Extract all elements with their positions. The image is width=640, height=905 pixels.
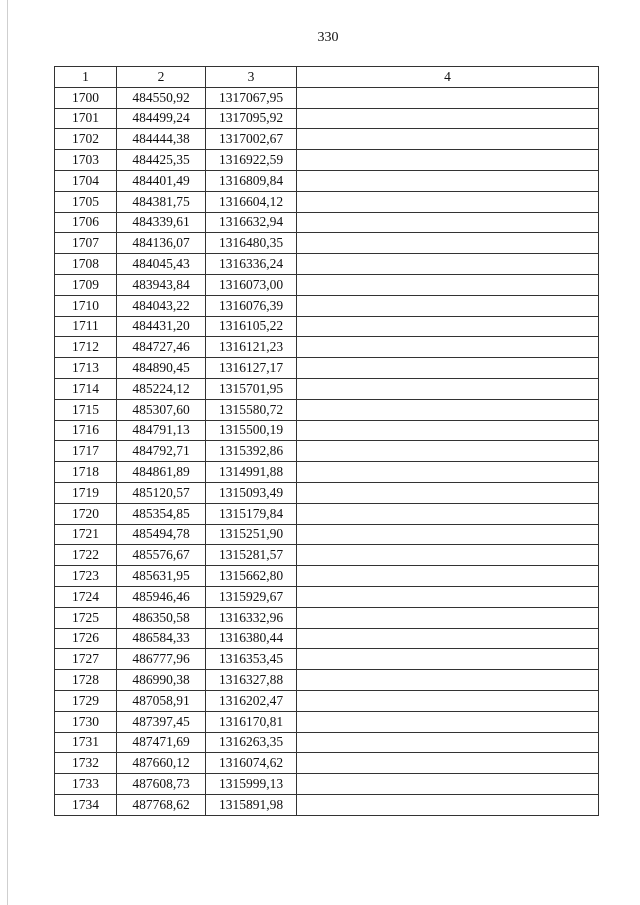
table-header-row xyxy=(55,67,599,88)
x-coordinate-cell: 484444,38 xyxy=(117,129,206,150)
table-row xyxy=(55,628,599,649)
note-cell xyxy=(297,108,599,129)
note-cell xyxy=(297,774,599,795)
x-coordinate-cell: 487471,69 xyxy=(117,732,206,753)
y-coordinate-cell: 1316380,44 xyxy=(206,628,297,649)
x-coordinate-cell: 486777,96 xyxy=(117,649,206,670)
table-row xyxy=(55,690,599,711)
y-coordinate-cell: 1316480,35 xyxy=(206,233,297,254)
note-cell xyxy=(297,711,599,732)
note-cell xyxy=(297,649,599,670)
table-row xyxy=(55,794,599,815)
note-cell xyxy=(297,170,599,191)
note-cell xyxy=(297,358,599,379)
y-coordinate-cell: 1316202,47 xyxy=(206,690,297,711)
point-number-cell: 1709 xyxy=(55,274,117,295)
x-coordinate-cell: 487397,45 xyxy=(117,711,206,732)
note-cell xyxy=(297,129,599,150)
x-coordinate-cell: 484043,22 xyxy=(117,295,206,316)
note-cell xyxy=(297,482,599,503)
table-row xyxy=(55,545,599,566)
y-coordinate-cell: 1316170,81 xyxy=(206,711,297,732)
note-cell xyxy=(297,524,599,545)
x-coordinate-cell: 484045,43 xyxy=(117,254,206,275)
table-row xyxy=(55,774,599,795)
point-number-cell: 1729 xyxy=(55,690,117,711)
y-coordinate-cell: 1316076,39 xyxy=(206,295,297,316)
point-number-cell: 1727 xyxy=(55,649,117,670)
note-cell xyxy=(297,607,599,628)
y-coordinate-cell: 1316332,96 xyxy=(206,607,297,628)
table-row xyxy=(55,753,599,774)
y-coordinate-cell: 1315093,49 xyxy=(206,482,297,503)
table-row xyxy=(55,212,599,233)
point-number-cell: 1720 xyxy=(55,503,117,524)
point-number-cell: 1723 xyxy=(55,566,117,587)
table-row xyxy=(55,399,599,420)
note-cell xyxy=(297,191,599,212)
point-number-cell: 1705 xyxy=(55,191,117,212)
note-cell xyxy=(297,690,599,711)
table-body xyxy=(55,87,599,815)
note-cell xyxy=(297,87,599,108)
y-coordinate-cell: 1316336,24 xyxy=(206,254,297,275)
y-coordinate-cell: 1316604,12 xyxy=(206,191,297,212)
y-coordinate-cell: 1316263,35 xyxy=(206,732,297,753)
note-cell xyxy=(297,794,599,815)
note-cell xyxy=(297,212,599,233)
point-number-cell: 1713 xyxy=(55,358,117,379)
x-coordinate-cell: 485946,46 xyxy=(117,586,206,607)
x-coordinate-cell: 484381,75 xyxy=(117,191,206,212)
point-number-cell: 1710 xyxy=(55,295,117,316)
table-row xyxy=(55,649,599,670)
x-coordinate-cell: 485307,60 xyxy=(117,399,206,420)
point-number-cell: 1700 xyxy=(55,87,117,108)
x-coordinate-cell: 486350,58 xyxy=(117,607,206,628)
table-row xyxy=(55,274,599,295)
note-cell xyxy=(297,545,599,566)
point-number-cell: 1724 xyxy=(55,586,117,607)
y-coordinate-cell: 1316127,17 xyxy=(206,358,297,379)
point-number-cell: 1715 xyxy=(55,399,117,420)
x-coordinate-cell: 484431,20 xyxy=(117,316,206,337)
point-number-cell: 1722 xyxy=(55,545,117,566)
x-coordinate-cell: 485494,78 xyxy=(117,524,206,545)
note-cell xyxy=(297,399,599,420)
point-number-cell: 1731 xyxy=(55,732,117,753)
y-coordinate-cell: 1315662,80 xyxy=(206,566,297,587)
y-coordinate-cell: 1315891,98 xyxy=(206,794,297,815)
table-row xyxy=(55,233,599,254)
point-number-cell: 1703 xyxy=(55,150,117,171)
point-number-cell: 1707 xyxy=(55,233,117,254)
y-coordinate-cell: 1316121,23 xyxy=(206,337,297,358)
table-row xyxy=(55,170,599,191)
point-number-cell: 1717 xyxy=(55,441,117,462)
y-coordinate-cell: 1316073,00 xyxy=(206,274,297,295)
x-coordinate-cell: 484425,35 xyxy=(117,150,206,171)
table-row xyxy=(55,670,599,691)
table-row xyxy=(55,566,599,587)
note-cell xyxy=(297,586,599,607)
y-coordinate-cell: 1315281,57 xyxy=(206,545,297,566)
point-number-cell: 1733 xyxy=(55,774,117,795)
coordinates-table xyxy=(54,66,599,816)
y-coordinate-cell: 1316353,45 xyxy=(206,649,297,670)
y-coordinate-cell: 1315999,13 xyxy=(206,774,297,795)
point-number-cell: 1728 xyxy=(55,670,117,691)
table-row xyxy=(55,108,599,129)
table-row xyxy=(55,316,599,337)
point-number-cell: 1719 xyxy=(55,482,117,503)
point-number-cell: 1732 xyxy=(55,753,117,774)
point-number-cell: 1714 xyxy=(55,378,117,399)
x-coordinate-cell: 485224,12 xyxy=(117,378,206,399)
point-number-cell: 1721 xyxy=(55,524,117,545)
x-coordinate-cell: 486584,33 xyxy=(117,628,206,649)
y-coordinate-cell: 1315500,19 xyxy=(206,420,297,441)
point-number-cell: 1712 xyxy=(55,337,117,358)
note-cell xyxy=(297,254,599,275)
note-cell xyxy=(297,420,599,441)
note-cell xyxy=(297,462,599,483)
x-coordinate-cell: 485354,85 xyxy=(117,503,206,524)
y-coordinate-cell: 1314991,88 xyxy=(206,462,297,483)
table-row xyxy=(55,524,599,545)
x-coordinate-cell: 484550,92 xyxy=(117,87,206,108)
table-row xyxy=(55,607,599,628)
point-number-cell: 1701 xyxy=(55,108,117,129)
x-coordinate-cell: 485631,95 xyxy=(117,566,206,587)
x-coordinate-cell: 484861,89 xyxy=(117,462,206,483)
y-coordinate-cell: 1316632,94 xyxy=(206,212,297,233)
note-cell xyxy=(297,670,599,691)
note-cell xyxy=(297,233,599,254)
x-coordinate-cell: 485120,57 xyxy=(117,482,206,503)
table-row xyxy=(55,337,599,358)
y-coordinate-cell: 1315392,86 xyxy=(206,441,297,462)
y-coordinate-cell: 1315179,84 xyxy=(206,503,297,524)
note-cell xyxy=(297,566,599,587)
x-coordinate-cell: 487058,91 xyxy=(117,690,206,711)
table-row xyxy=(55,378,599,399)
table-row xyxy=(55,420,599,441)
y-coordinate-cell: 1317095,92 xyxy=(206,108,297,129)
note-cell xyxy=(297,316,599,337)
column-header-2: 2 xyxy=(117,67,206,88)
table-row xyxy=(55,150,599,171)
point-number-cell: 1716 xyxy=(55,420,117,441)
column-header-1: 1 xyxy=(55,67,117,88)
point-number-cell: 1734 xyxy=(55,794,117,815)
column-header-3: 3 xyxy=(206,67,297,88)
x-coordinate-cell: 487768,62 xyxy=(117,794,206,815)
y-coordinate-cell: 1316922,59 xyxy=(206,150,297,171)
point-number-cell: 1702 xyxy=(55,129,117,150)
table-row xyxy=(55,503,599,524)
note-cell xyxy=(297,295,599,316)
table-row xyxy=(55,87,599,108)
x-coordinate-cell: 487660,12 xyxy=(117,753,206,774)
note-cell xyxy=(297,441,599,462)
y-coordinate-cell: 1316809,84 xyxy=(206,170,297,191)
y-coordinate-cell: 1316327,88 xyxy=(206,670,297,691)
note-cell xyxy=(297,503,599,524)
x-coordinate-cell: 484339,61 xyxy=(117,212,206,233)
x-coordinate-cell: 484401,49 xyxy=(117,170,206,191)
table-row xyxy=(55,295,599,316)
point-number-cell: 1718 xyxy=(55,462,117,483)
table-row xyxy=(55,586,599,607)
scan-edge-line xyxy=(7,0,8,905)
note-cell xyxy=(297,274,599,295)
y-coordinate-cell: 1315580,72 xyxy=(206,399,297,420)
point-number-cell: 1704 xyxy=(55,170,117,191)
table-row xyxy=(55,711,599,732)
note-cell xyxy=(297,378,599,399)
y-coordinate-cell: 1317002,67 xyxy=(206,129,297,150)
x-coordinate-cell: 483943,84 xyxy=(117,274,206,295)
point-number-cell: 1730 xyxy=(55,711,117,732)
point-number-cell: 1711 xyxy=(55,316,117,337)
y-coordinate-cell: 1316105,22 xyxy=(206,316,297,337)
table-row xyxy=(55,254,599,275)
x-coordinate-cell: 487608,73 xyxy=(117,774,206,795)
x-coordinate-cell: 486990,38 xyxy=(117,670,206,691)
x-coordinate-cell: 485576,67 xyxy=(117,545,206,566)
column-header-4: 4 xyxy=(297,67,599,88)
x-coordinate-cell: 484890,45 xyxy=(117,358,206,379)
x-coordinate-cell: 484499,24 xyxy=(117,108,206,129)
table-row xyxy=(55,441,599,462)
note-cell xyxy=(297,753,599,774)
table-row xyxy=(55,732,599,753)
table-row xyxy=(55,482,599,503)
x-coordinate-cell: 484791,13 xyxy=(117,420,206,441)
x-coordinate-cell: 484792,71 xyxy=(117,441,206,462)
y-coordinate-cell: 1316074,62 xyxy=(206,753,297,774)
note-cell xyxy=(297,732,599,753)
note-cell xyxy=(297,150,599,171)
y-coordinate-cell: 1317067,95 xyxy=(206,87,297,108)
point-number-cell: 1725 xyxy=(55,607,117,628)
point-number-cell: 1708 xyxy=(55,254,117,275)
table-row xyxy=(55,191,599,212)
table-row xyxy=(55,462,599,483)
table-row xyxy=(55,129,599,150)
note-cell xyxy=(297,628,599,649)
y-coordinate-cell: 1315251,90 xyxy=(206,524,297,545)
table-row xyxy=(55,358,599,379)
x-coordinate-cell: 484727,46 xyxy=(117,337,206,358)
point-number-cell: 1726 xyxy=(55,628,117,649)
note-cell xyxy=(297,337,599,358)
y-coordinate-cell: 1315929,67 xyxy=(206,586,297,607)
y-coordinate-cell: 1315701,95 xyxy=(206,378,297,399)
page-number: 330 xyxy=(317,30,339,45)
point-number-cell: 1706 xyxy=(55,212,117,233)
x-coordinate-cell: 484136,07 xyxy=(117,233,206,254)
